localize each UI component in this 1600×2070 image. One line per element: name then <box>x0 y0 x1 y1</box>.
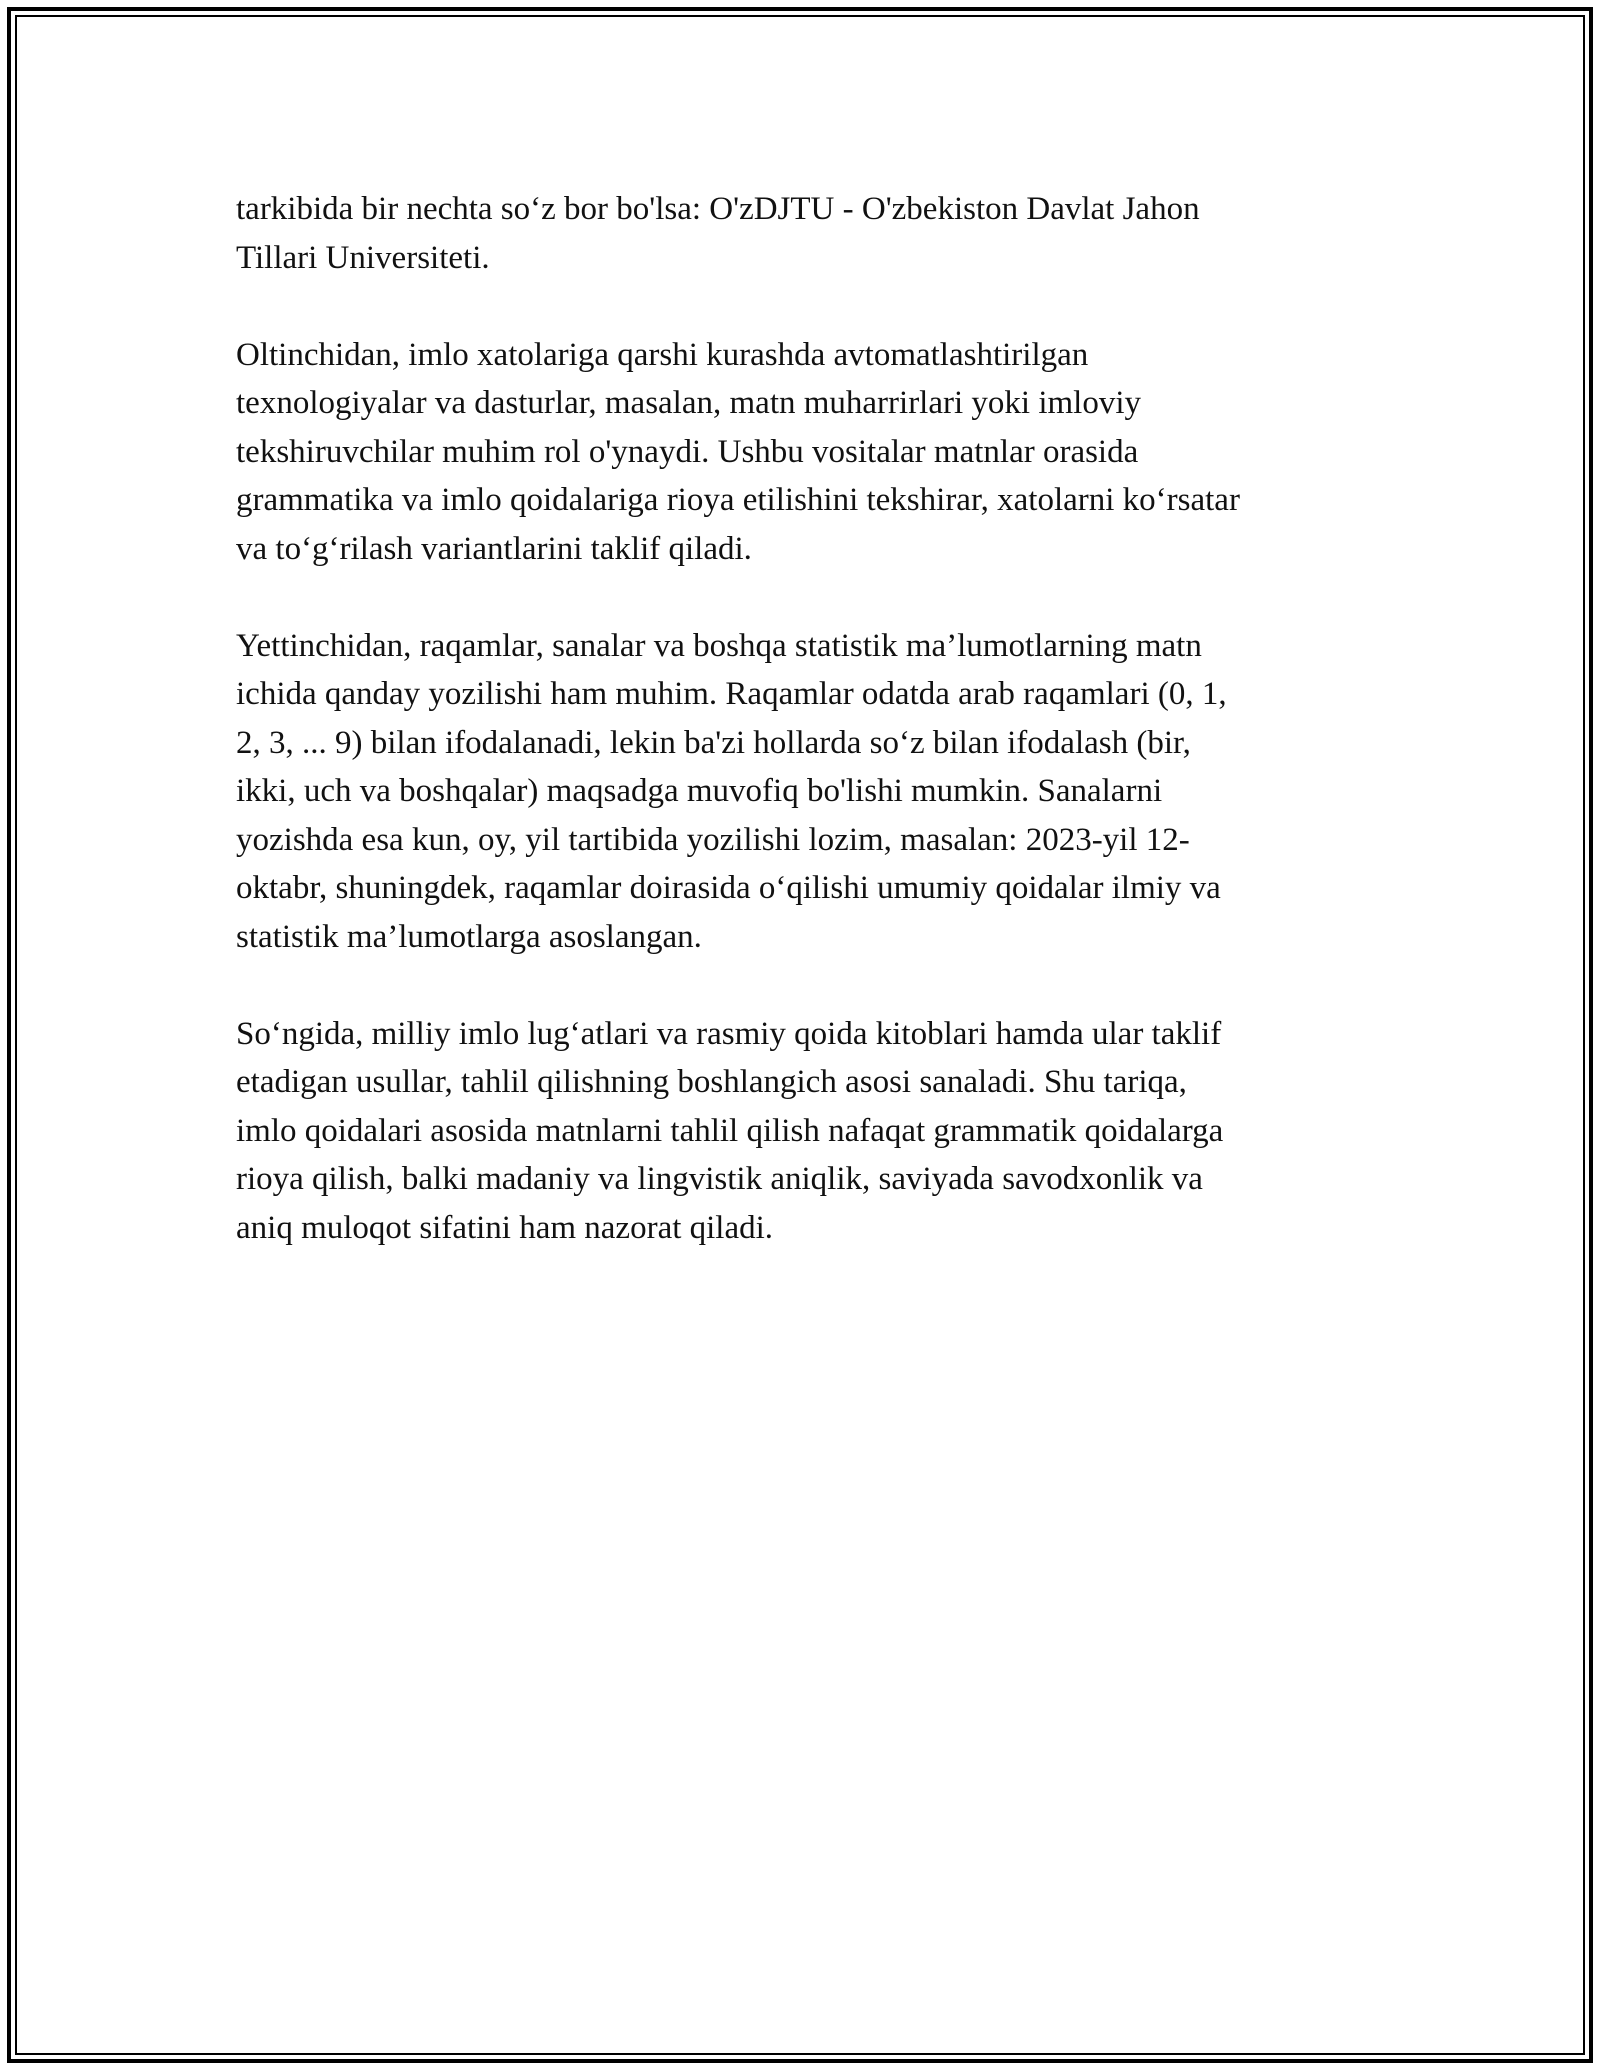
text-line: tarkibida bir nechta so‘z bor bo'lsa: O'zDJTU - O'zbekiston Davlat Jahon <box>236 191 1200 227</box>
text-line: Yettinchidan, raqamlar, sanalar va boshqa statistik ma’lumotlarning matn <box>236 627 1202 664</box>
paragraph-3 <box>236 622 1366 962</box>
text-line: tekshiruvchilar muhim rol o'ynaydi. Ushbu vositalar matnlar orasida <box>236 433 1139 470</box>
paragraph-1 <box>236 185 1366 282</box>
text-line: grammatika va imlo qoidalariga rioya etilishini tekshirar, xatolarni ko‘rsatar <box>236 482 1240 518</box>
text-line: Oltinchidan, imlo xatolariga qarshi kurashda avtomatlashtirilgan <box>236 336 1089 373</box>
text-line: rioya qilish, balki madaniy va lingvistik aniqlik, saviyada savodxonlik va <box>236 1161 1203 1197</box>
text-line: 2, 3, ... 9) bilan ifodalanadi, lekin ba'zi hollarda so‘z bilan ifodalash (bir, <box>236 724 1191 761</box>
text-line: Tillari Universiteti. <box>236 239 490 276</box>
text-line: So‘ngida, milliy imlo lug‘atlari va rasmiy qoida kitoblari hamda ular taklif <box>236 1015 1222 1052</box>
text-line: ichida qanday yozilishi ham muhim. Raqamlar odatda arab raqamlari (0, 1, <box>236 676 1227 712</box>
text-line: yozishda esa kun, oy, yil tartibida yozilishi lozim, masalan: 2023-yil 12- <box>236 821 1190 858</box>
paragraph-4 <box>236 1010 1366 1253</box>
text-line: imlo qoidalari asosida matnlarni tahlil qilish nafaqat grammatik qoidalarga <box>236 1112 1224 1149</box>
text-line: oktabr, shuningdek, raqamlar doirasida o‘qilishi umumiy qoidalar ilmiy va <box>236 870 1221 906</box>
text-line: aniq muloqot sifatini ham nazorat qiladi. <box>236 1209 774 1246</box>
paragraph-2 <box>236 331 1366 574</box>
text-line: ikki, uch va boshqalar) maqsadga muvofiq bo'lishi mumkin. Sanalarni <box>236 773 1163 809</box>
text-line: statistik ma’lumotlarga asoslangan. <box>236 918 702 955</box>
document-body <box>236 185 1366 1301</box>
text-line: texnologiyalar va dasturlar, masalan, matn muharrirlari yoki imloviy <box>236 385 1142 421</box>
text-line: va to‘g‘rilash variantlarini taklif qiladi. <box>236 530 752 567</box>
text-line: etadigan usullar, tahlil qilishning boshlangich asosi sanaladi. Shu tariqa, <box>236 1064 1187 1100</box>
